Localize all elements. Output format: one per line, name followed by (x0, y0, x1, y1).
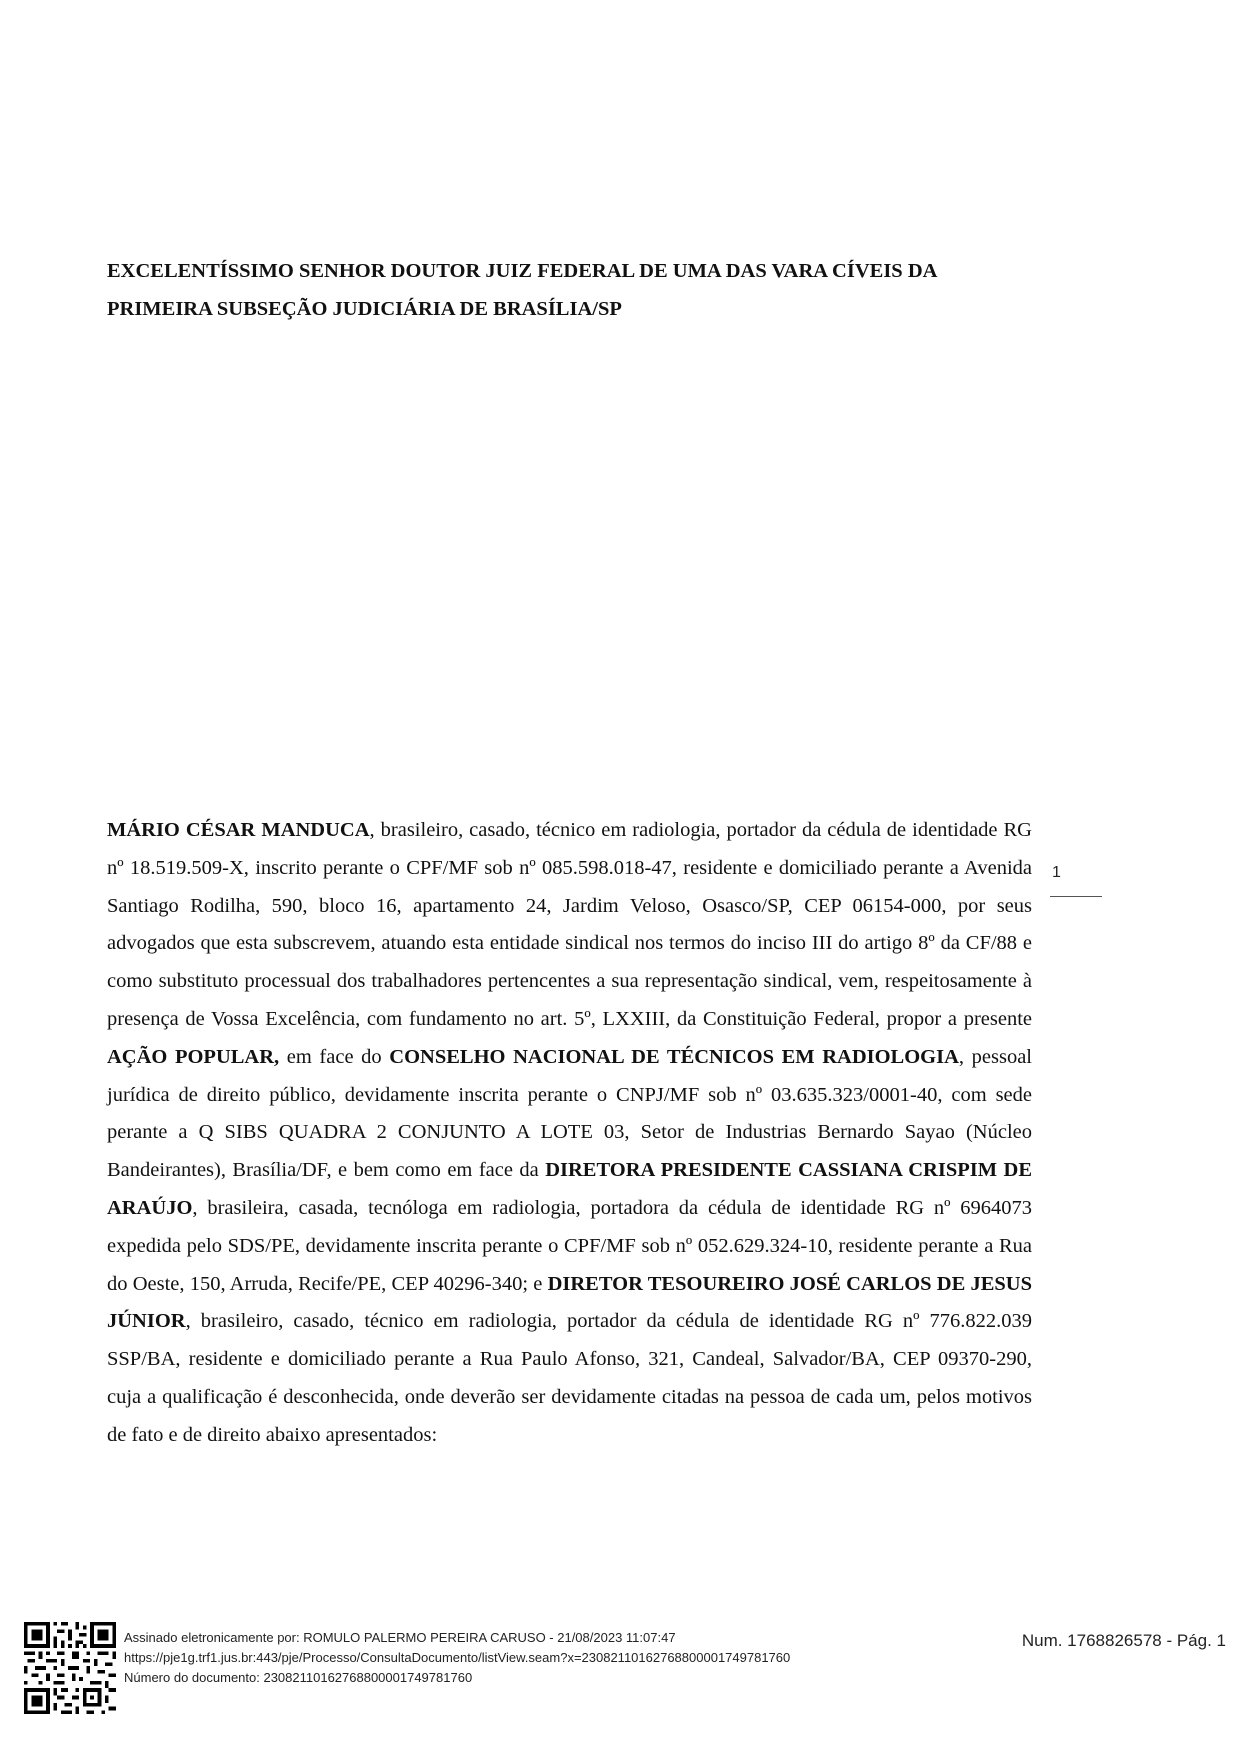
document-number: Número do documento: 23082110162768800001749781760 (124, 1670, 473, 1685)
signature-line: Assinado eletronicamente por: ROMULO PALERMO PEREIRA CARUSO - 21/08/2023 11:07:47 (124, 1630, 676, 1645)
page-identifier: Num. 1768826578 - Pág. 1 (1021, 1631, 1226, 1650)
document-header (107, 252, 1032, 328)
body-text-segment: , brasileiro, casado, técnico em radiologia, portador da cédula de identidade RG nº 776.822.039 SSP/BA, residente e domiciliado perante a Rua Paulo Afonso, 321, Candeal, Salvador/BA, CEP 09370-290, cuja a qualificação é desconhecida, onde deverão ser devidamente citadas na pessoa de cada um, pelos motivos de fato e de direito abaixo apresentados: (107, 1310, 1032, 1446)
body-text-segment: , pessoal jurídica de direito público, devidamente inscrita perante o CNPJ/MF sob nº 03.635.323/0001-40, com sede perante a Q SIBS QUADRA 2 CONJUNTO A LOTE 03, Setor de Industrias Bernardo Sayao (Núcleo Bandeirantes), Brasília/DF, e bem como em face da (107, 1045, 1032, 1182)
plaintiff-name: MÁRIO CÉSAR MANDUCA (107, 819, 370, 841)
body-paragraph (107, 812, 1032, 1455)
defendant-treasurer: DIRETOR TESOUREIRO JOSÉ CARLOS DE JESUS JÚNIOR (107, 1272, 1032, 1333)
qr-code-icon (24, 1622, 116, 1714)
defendant-council: CONSELHO NACIONAL DE TÉCNICOS EM RADIOLOGIA (389, 1045, 959, 1068)
page-number-rule (1050, 896, 1102, 897)
body-text-segment: em face do (279, 1045, 390, 1068)
document-url[interactable]: https://pje1g.trf1.jus.br:443/pje/Processo/ConsultaDocumento/listView.seam?x=23082110162768800001749781760 (124, 1650, 791, 1665)
side-page-number: 1 (1052, 864, 1061, 881)
electronic-signature-block (124, 1628, 790, 1688)
body-text-segment: , brasileiro, casado, técnico em radiologia, portador da cédula de identidade RG nº 18.519.509-X, inscrito perante o CPF/MF sob nº 085.598.018-47, residente e domiciliado perante a Avenida Santiago Rodilha, 590, bloco 16, apartamento 24, Jardim Veloso, Osasco/SP, CEP 06154-000, por seus advogados que esta subscrevem, atuando esta entidade sindical nos termos do inciso III do artigo 8º da CF/88 e como substituto processual dos trabalhadores pertencentes a sua representação sindical, vem, respeitosamente à presença de Vossa Excelência, com fundamento no art. 5º, LXXIII, da Constituição Federal, propor a presente (107, 819, 1032, 1030)
action-type: AÇÃO POPULAR, (107, 1045, 280, 1068)
header-line-2: PRIMEIRA SUBSEÇÃO JUDICIÁRIA DE BRASÍLIA/SP (107, 298, 622, 320)
defendant-president: DIRETORA PRESIDENTE CASSIANA CRISPIM DE ARAÚJO (107, 1159, 1032, 1219)
header-line-1: EXCELENTÍSSIMO SENHOR DOUTOR JUIZ FEDERAL DE UMA DAS VARA CÍVEIS DA (107, 260, 938, 282)
body-text-segment: , brasileira, casada, tecnóloga em radiologia, portadora da cédula de identidade RG nº 6964073 expedida pelo SDS/PE, devidamente inscrita perante o CPF/MF sob nº 052.629.324-10, residente perante a Rua do Oeste, 150, Arruda, Recife/PE, CEP 40296-340; e (107, 1196, 1032, 1295)
